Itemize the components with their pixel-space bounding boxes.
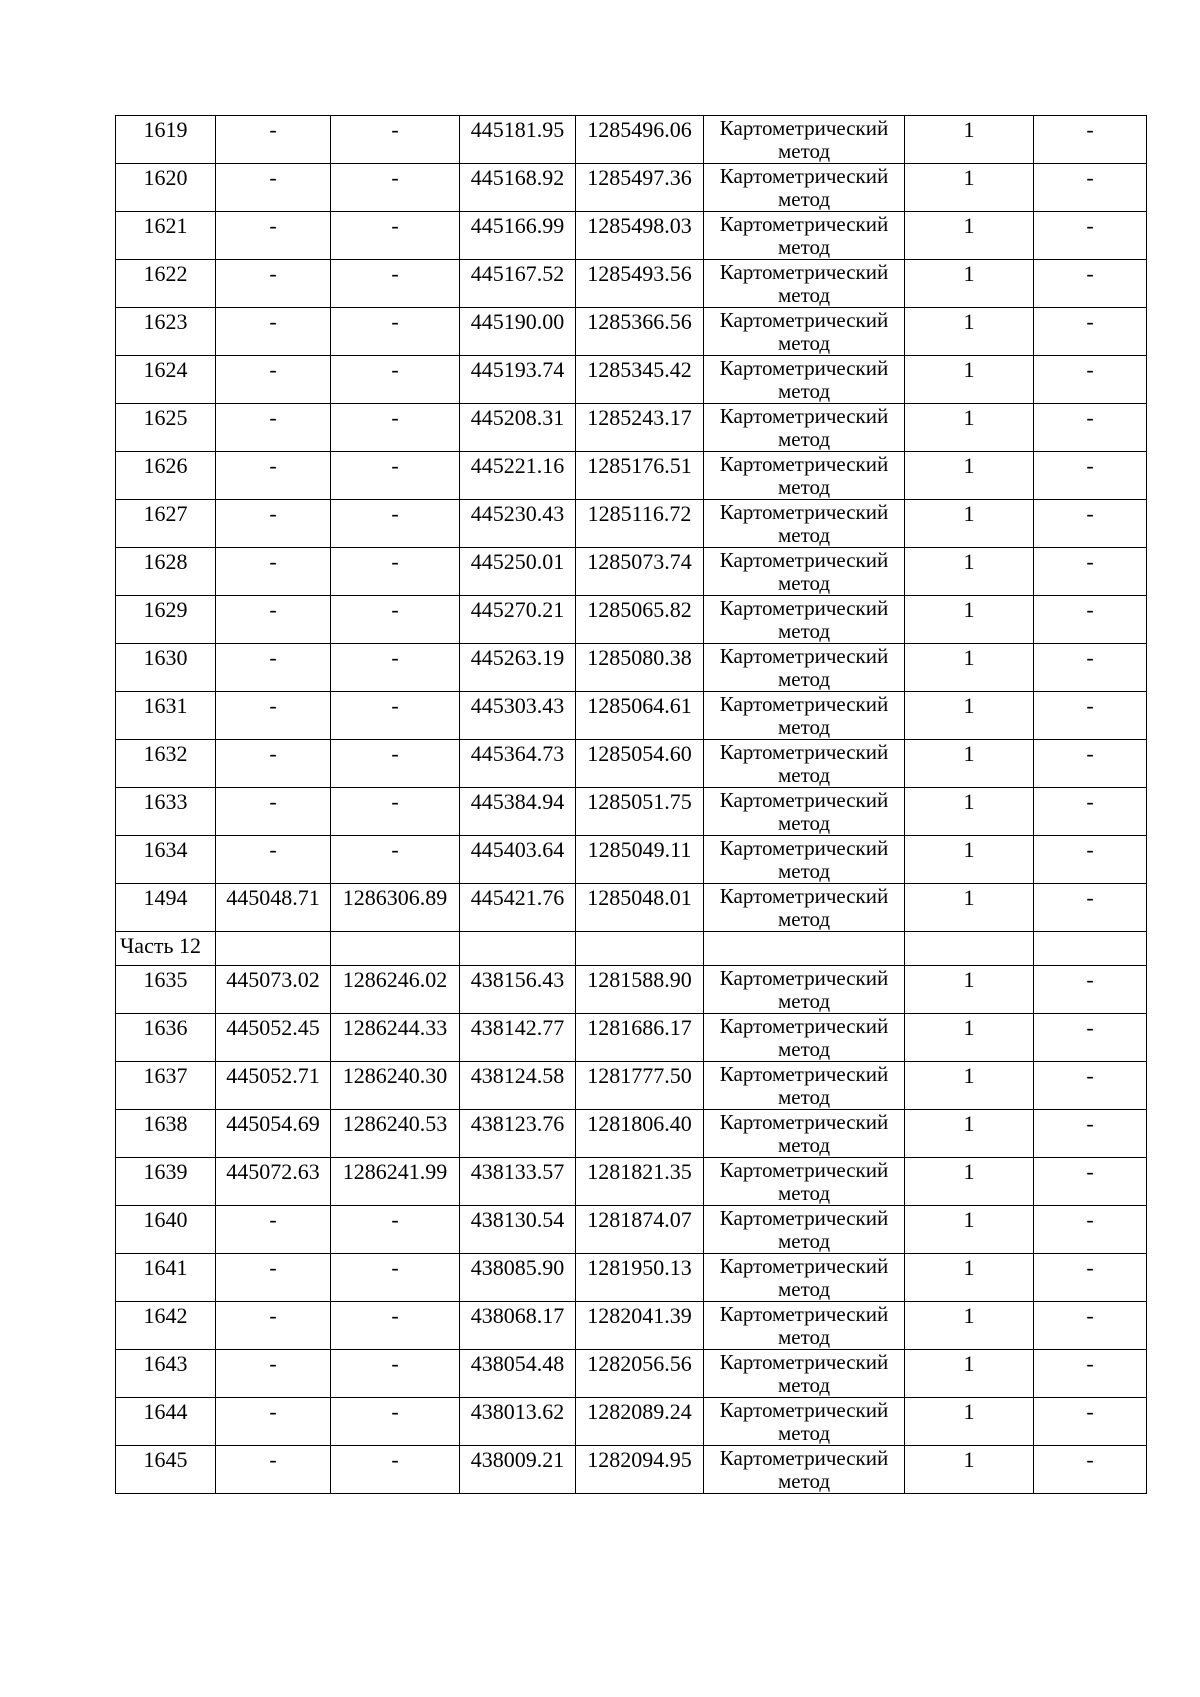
new-y-cell: 1285366.56 [576,308,704,356]
method-cell: Картометрический метод [704,836,905,884]
method-cell: Картометрический метод [704,740,905,788]
existing-x-cell: - [216,500,331,548]
table-row [116,1446,1147,1494]
existing-x-cell: - [216,452,331,500]
table-row [116,692,1147,740]
note-cell: - [1034,116,1147,164]
accuracy-cell: 1 [905,1254,1034,1302]
new-y-cell: 1281874.07 [576,1206,704,1254]
note-cell: - [1034,1206,1147,1254]
table-row [116,1158,1147,1206]
accuracy-cell: 1 [905,1350,1034,1398]
note-cell: - [1034,356,1147,404]
new-y-cell: 1282094.95 [576,1446,704,1494]
existing-y-cell: 1286306.89 [331,884,460,932]
accuracy-cell: 1 [905,966,1034,1014]
accuracy-cell: 1 [905,404,1034,452]
point-number-cell: 1631 [116,692,216,740]
table-row [116,1302,1147,1350]
existing-x-cell: - [216,308,331,356]
existing-x-cell: 445054.69 [216,1110,331,1158]
blank-cell [460,932,576,966]
note-cell: - [1034,1014,1147,1062]
method-cell: Картометрический метод [704,692,905,740]
existing-y-cell: - [331,644,460,692]
table-row [116,788,1147,836]
new-y-cell: 1285064.61 [576,692,704,740]
new-x-cell: 445181.95 [460,116,576,164]
existing-x-cell: - [216,116,331,164]
accuracy-cell: 1 [905,164,1034,212]
new-y-cell: 1285498.03 [576,212,704,260]
existing-x-cell: - [216,692,331,740]
table-row [116,452,1147,500]
existing-x-cell: - [216,644,331,692]
existing-y-cell: - [331,1302,460,1350]
new-y-cell: 1281806.40 [576,1110,704,1158]
existing-x-cell: - [216,1302,331,1350]
existing-y-cell: - [331,1206,460,1254]
existing-y-cell: - [331,404,460,452]
new-x-cell: 445208.31 [460,404,576,452]
existing-y-cell: - [331,500,460,548]
new-y-cell: 1285116.72 [576,500,704,548]
method-cell: Картометрический метод [704,1398,905,1446]
existing-x-cell: 445048.71 [216,884,331,932]
accuracy-cell: 1 [905,1158,1034,1206]
accuracy-cell: 1 [905,1446,1034,1494]
table-row [116,1110,1147,1158]
new-y-cell: 1281821.35 [576,1158,704,1206]
point-number-cell: 1644 [116,1398,216,1446]
existing-y-cell: - [331,740,460,788]
point-number-cell: 1636 [116,1014,216,1062]
point-number-cell: 1645 [116,1446,216,1494]
new-y-cell: 1285080.38 [576,644,704,692]
existing-x-cell: - [216,788,331,836]
table-row [116,1254,1147,1302]
note-cell: - [1034,212,1147,260]
point-number-cell: 1621 [116,212,216,260]
new-y-cell: 1285048.01 [576,884,704,932]
method-cell: Картометрический метод [704,596,905,644]
new-y-cell: 1285049.11 [576,836,704,884]
blank-cell [704,932,905,966]
existing-x-cell: - [216,1206,331,1254]
new-x-cell: 445221.16 [460,452,576,500]
accuracy-cell: 1 [905,644,1034,692]
existing-x-cell: - [216,1350,331,1398]
coordinates-table [115,115,1147,1494]
new-x-cell: 438124.58 [460,1062,576,1110]
existing-x-cell: - [216,404,331,452]
accuracy-cell: 1 [905,740,1034,788]
existing-x-cell: - [216,1254,331,1302]
new-x-cell: 438123.76 [460,1110,576,1158]
point-number-cell: 1625 [116,404,216,452]
accuracy-cell: 1 [905,260,1034,308]
new-y-cell: 1285051.75 [576,788,704,836]
new-y-cell: 1285243.17 [576,404,704,452]
new-x-cell: 445230.43 [460,500,576,548]
note-cell: - [1034,1062,1147,1110]
existing-x-cell: - [216,1446,331,1494]
table-row [116,1398,1147,1446]
existing-y-cell: - [331,452,460,500]
new-x-cell: 445168.92 [460,164,576,212]
method-cell: Картометрический метод [704,356,905,404]
accuracy-cell: 1 [905,308,1034,356]
note-cell: - [1034,966,1147,1014]
existing-x-cell: - [216,356,331,404]
existing-x-cell: - [216,740,331,788]
accuracy-cell: 1 [905,548,1034,596]
table-body-lower [116,966,1147,1494]
accuracy-cell: 1 [905,836,1034,884]
existing-y-cell: - [331,260,460,308]
existing-y-cell: - [331,212,460,260]
point-number-cell: 1638 [116,1110,216,1158]
accuracy-cell: 1 [905,1062,1034,1110]
existing-y-cell: - [331,116,460,164]
point-number-cell: 1629 [116,596,216,644]
new-x-cell: 445263.19 [460,644,576,692]
note-cell: - [1034,1158,1147,1206]
new-y-cell: 1282089.24 [576,1398,704,1446]
note-cell: - [1034,500,1147,548]
new-y-cell: 1282056.56 [576,1350,704,1398]
table-row [116,164,1147,212]
new-y-cell: 1282041.39 [576,1302,704,1350]
accuracy-cell: 1 [905,1302,1034,1350]
point-number-cell: 1640 [116,1206,216,1254]
method-cell: Картометрический метод [704,452,905,500]
new-x-cell: 445364.73 [460,740,576,788]
new-x-cell: 445250.01 [460,548,576,596]
method-cell: Картометрический метод [704,1110,905,1158]
note-cell: - [1034,404,1147,452]
blank-cell [905,932,1034,966]
note-cell: - [1034,1446,1147,1494]
new-y-cell: 1285493.56 [576,260,704,308]
existing-x-cell: - [216,596,331,644]
method-cell: Картометрический метод [704,164,905,212]
accuracy-cell: 1 [905,1398,1034,1446]
table-row [116,356,1147,404]
accuracy-cell: 1 [905,1206,1034,1254]
point-number-cell: 1626 [116,452,216,500]
accuracy-cell: 1 [905,500,1034,548]
point-number-cell: 1643 [116,1350,216,1398]
accuracy-cell: 1 [905,452,1034,500]
table-row [116,500,1147,548]
new-y-cell: 1285054.60 [576,740,704,788]
point-number-cell: 1624 [116,356,216,404]
accuracy-cell: 1 [905,212,1034,260]
part-label: Часть 12 [116,932,216,966]
existing-y-cell: - [331,1350,460,1398]
new-y-cell: 1285176.51 [576,452,704,500]
table-row [116,548,1147,596]
table-row [116,884,1147,932]
table-row [116,1062,1147,1110]
existing-x-cell: 445073.02 [216,966,331,1014]
existing-x-cell: - [216,212,331,260]
table-row [116,404,1147,452]
note-cell: - [1034,1254,1147,1302]
accuracy-cell: 1 [905,116,1034,164]
note-cell: - [1034,884,1147,932]
note-cell: - [1034,596,1147,644]
existing-y-cell: 1286244.33 [331,1014,460,1062]
existing-x-cell: - [216,836,331,884]
accuracy-cell: 1 [905,692,1034,740]
new-x-cell: 445193.74 [460,356,576,404]
method-cell: Картометрический метод [704,884,905,932]
new-x-cell: 445421.76 [460,884,576,932]
existing-x-cell: 445072.63 [216,1158,331,1206]
new-x-cell: 445167.52 [460,260,576,308]
new-x-cell: 445303.43 [460,692,576,740]
note-cell: - [1034,692,1147,740]
new-y-cell: 1285073.74 [576,548,704,596]
table-row [116,644,1147,692]
method-cell: Картометрический метод [704,404,905,452]
method-cell: Картометрический метод [704,116,905,164]
new-y-cell: 1285497.36 [576,164,704,212]
note-cell: - [1034,260,1147,308]
note-cell: - [1034,1302,1147,1350]
accuracy-cell: 1 [905,596,1034,644]
existing-x-cell: 445052.45 [216,1014,331,1062]
new-x-cell: 438085.90 [460,1254,576,1302]
method-cell: Картометрический метод [704,1350,905,1398]
part-section [116,932,1147,966]
method-cell: Картометрический метод [704,260,905,308]
part-heading-row [116,932,1147,966]
existing-y-cell: - [331,596,460,644]
point-number-cell: 1632 [116,740,216,788]
method-cell: Картометрический метод [704,1254,905,1302]
note-cell: - [1034,1350,1147,1398]
table-row [116,740,1147,788]
point-number-cell: 1639 [116,1158,216,1206]
existing-x-cell: - [216,164,331,212]
accuracy-cell: 1 [905,1110,1034,1158]
note-cell: - [1034,308,1147,356]
table-body-upper [116,116,1147,932]
point-number-cell: 1622 [116,260,216,308]
new-x-cell: 445403.64 [460,836,576,884]
existing-y-cell: 1286240.53 [331,1110,460,1158]
new-y-cell: 1285065.82 [576,596,704,644]
existing-y-cell: - [331,164,460,212]
new-y-cell: 1285345.42 [576,356,704,404]
new-x-cell: 445190.00 [460,308,576,356]
method-cell: Картометрический метод [704,212,905,260]
note-cell: - [1034,1398,1147,1446]
new-x-cell: 438142.77 [460,1014,576,1062]
point-number-cell: 1642 [116,1302,216,1350]
new-x-cell: 438130.54 [460,1206,576,1254]
existing-y-cell: - [331,356,460,404]
new-x-cell: 445384.94 [460,788,576,836]
existing-y-cell: - [331,1446,460,1494]
table-row [116,1014,1147,1062]
method-cell: Картометрический метод [704,548,905,596]
table-row [116,966,1147,1014]
method-cell: Картометрический метод [704,966,905,1014]
existing-x-cell: 445052.71 [216,1062,331,1110]
new-x-cell: 438009.21 [460,1446,576,1494]
method-cell: Картометрический метод [704,1302,905,1350]
point-number-cell: 1494 [116,884,216,932]
existing-y-cell: 1286246.02 [331,966,460,1014]
note-cell: - [1034,164,1147,212]
point-number-cell: 1623 [116,308,216,356]
existing-y-cell: - [331,1398,460,1446]
note-cell: - [1034,644,1147,692]
existing-y-cell: - [331,308,460,356]
method-cell: Картометрический метод [704,644,905,692]
method-cell: Картометрический метод [704,788,905,836]
table-row [116,116,1147,164]
accuracy-cell: 1 [905,788,1034,836]
table-row [116,836,1147,884]
existing-y-cell: - [331,788,460,836]
existing-x-cell: - [216,1398,331,1446]
point-number-cell: 1637 [116,1062,216,1110]
new-y-cell: 1285496.06 [576,116,704,164]
existing-y-cell: 1286240.30 [331,1062,460,1110]
new-x-cell: 438133.57 [460,1158,576,1206]
table-row [116,308,1147,356]
note-cell: - [1034,788,1147,836]
point-number-cell: 1619 [116,116,216,164]
note-cell: - [1034,740,1147,788]
new-x-cell: 438156.43 [460,966,576,1014]
method-cell: Картометрический метод [704,500,905,548]
blank-cell [331,932,460,966]
point-number-cell: 1641 [116,1254,216,1302]
note-cell: - [1034,548,1147,596]
existing-x-cell: - [216,548,331,596]
point-number-cell: 1630 [116,644,216,692]
method-cell: Картометрический метод [704,1062,905,1110]
existing-y-cell: 1286241.99 [331,1158,460,1206]
table-row [116,1350,1147,1398]
new-x-cell: 438068.17 [460,1302,576,1350]
point-number-cell: 1633 [116,788,216,836]
new-x-cell: 445270.21 [460,596,576,644]
point-number-cell: 1635 [116,966,216,1014]
point-number-cell: 1628 [116,548,216,596]
method-cell: Картометрический метод [704,1446,905,1494]
blank-cell [576,932,704,966]
new-x-cell: 445166.99 [460,212,576,260]
existing-x-cell: - [216,260,331,308]
method-cell: Картометрический метод [704,1014,905,1062]
note-cell: - [1034,452,1147,500]
existing-y-cell: - [331,548,460,596]
note-cell: - [1034,836,1147,884]
table-row [116,1206,1147,1254]
new-x-cell: 438054.48 [460,1350,576,1398]
existing-y-cell: - [331,836,460,884]
blank-cell [1034,932,1147,966]
existing-y-cell: - [331,692,460,740]
blank-cell [216,932,331,966]
new-y-cell: 1281950.13 [576,1254,704,1302]
table-row [116,260,1147,308]
existing-y-cell: - [331,1254,460,1302]
new-x-cell: 438013.62 [460,1398,576,1446]
table-row [116,212,1147,260]
method-cell: Картометрический метод [704,1158,905,1206]
new-y-cell: 1281686.17 [576,1014,704,1062]
note-cell: - [1034,1110,1147,1158]
new-y-cell: 1281777.50 [576,1062,704,1110]
new-y-cell: 1281588.90 [576,966,704,1014]
point-number-cell: 1634 [116,836,216,884]
accuracy-cell: 1 [905,356,1034,404]
accuracy-cell: 1 [905,884,1034,932]
accuracy-cell: 1 [905,1014,1034,1062]
method-cell: Картометрический метод [704,308,905,356]
method-cell: Картометрический метод [704,1206,905,1254]
point-number-cell: 1620 [116,164,216,212]
table-row [116,596,1147,644]
point-number-cell: 1627 [116,500,216,548]
